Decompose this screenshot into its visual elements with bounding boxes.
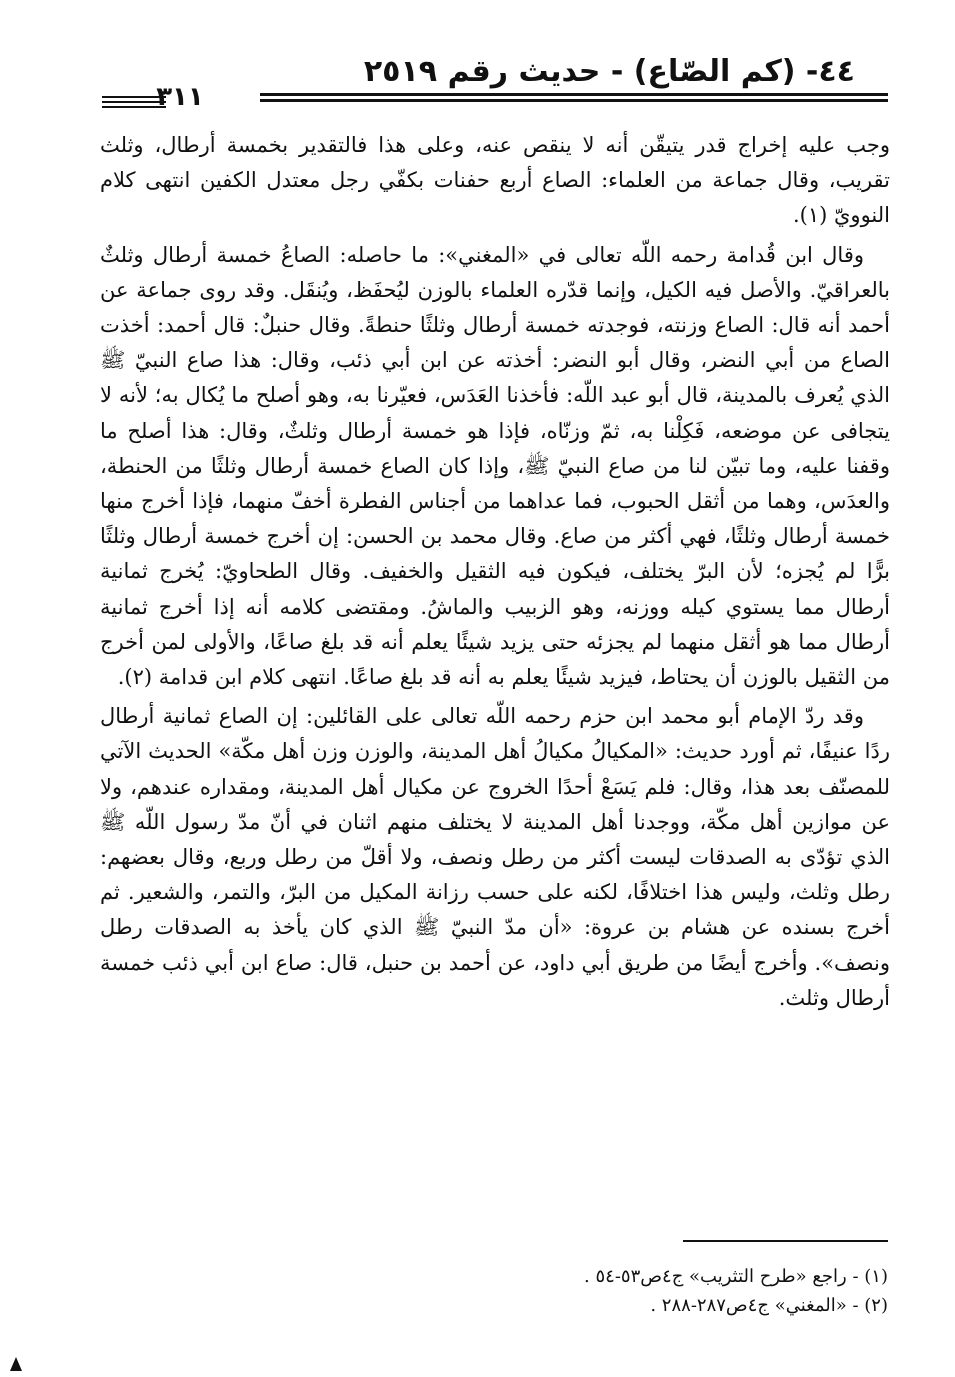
running-title: ٤٤- (كم الصّاع) - حديث رقم ٢٥١٩	[363, 54, 855, 89]
header-rule-bottom	[255, 99, 888, 102]
paragraph-2: وقال ابن قُدامة رحمه اللّه تعالى في «المغني»: ما حاصله: الصاعُ خمسة أرطال وثلثٌ بالعراقيّ. والأصل فيه الكيل، وإنما قدّره العلماء بالوزن ليُحفَظ، ويُنقَل. وقد روى جماعة عن أحمد أنه قال: الصاع وزنته، فوجدته خمسة أرطال وثلثًا حنطةً. وقال حنبلٌ: قال أحمد: أخذت الصاع من أبي النضر، وقال أبو النضر: أخذته عن ابن أبي ذئب، وقال: هذا صاع النبيّ ﷺ الذي يُعرف بالمدينة، قال أبو عبد اللّه: فأخذنا العَدَس، فعيّرنا به، وهو أصلح ما يُكال به؛ لأنه لا يتجافى عن موضعه، فَكِلْنا به، ثمّ وزنّاه، فإذا هو خمسة أرطال وثلثٌ، وقال: هذا أصلح ما وقفنا عليه، وما تبيّن لنا من صاع النبيّ ﷺ، وإذا كان الصاع خمسة أرطال وثلثًا من الحنطة، والعدَس، وهما من أثقل الحبوب، فما عداهما من أجناس الفطرة أخفّ منهما، فإذا أخرج منها خمسة أرطال وثلثًا، فهي أكثر من صاع. وقال محمد بن الحسن: إن أخرج خمسة أرطال وثلثًا برًّا لم يُجزه؛ لأن البرّ يختلف، فيكون فيه الثقيل والخفيف. وقال الطحاويّ: يُخرج ثمانية أرطال مما يستوي كيله ووزنه، وهو الزبيب والماشُ. ومقتضى كلامه أنه إذا أخرج ثمانية أرطال مما هو أثقل منهما لم يجزئه حتى يزيد شيئًا يعلم أنه قد بلغ صاعًا، والأولى لمن أخرج من الثقيل بالوزن أن يحتاط، فيزيد شيئًا يعلم به أنه قد بلغ صاعًا. انتهى كلام ابن قدامة (٢).	[100, 242, 890, 690]
footnote-2: (٢) - «المغني» ج٤ص٢٨٧-٢٨٨ .	[650, 1295, 888, 1316]
page-number: ٣١١	[156, 82, 204, 112]
body-text	[100, 128, 890, 1020]
footnotes	[288, 1262, 888, 1320]
paragraph-1: وجب عليه إخراج قدر يتيقّن أنه لا ينقص عنه، وعلى هذا فالتقدير بخمسة أرطال، وثلث تقريب، وقال جماعة من العلماء: الصاع أربع حفنات بكفّي رجل معتدل الكفين انتهى كلام النوويّ (١).	[100, 133, 890, 228]
paragraph-3: وقد ردّ الإمام أبو محمد ابن حزم رحمه اللّه تعالى على القائلين: إن الصاع ثمانية أرطال ردًا عنيفًا، ثم أورد حديث: «المكيالُ مكيالُ أهل المدينة، والوزن وزن أهل مكّة» الحديث الآتي للمصنّف بعد هذا، وقال: فلم يَسَعْ أحدًا الخروج عن مكيال أهل المدينة، ومقداره عندهم، ولا عن موازين أهل مكّة، ووجدنا أهل المدينة لا يختلف منهم اثنان في أنّ مدّ رسول اللّه ﷺ الذي تؤدّى به الصدقات ليست أكثر من رطل ونصف، ولا أقلّ من رطل وربع، وقال بعضهم: رطل وثلث، وليس هذا اختلافًا، لكنه على حسب رزانة المكيل من البرّ، والتمر، والشعير. ثم أخرج بسنده عن هشام بن عروة: «أن مدّ النبيّ ﷺ الذي كان يأخذ به الصدقات رطل ونصف». وأخرج أيضًا من طريق أبي داود، عن أحمد بن حنبل، قال: صاع ابن أبي ذئب خمسة أرطال وثلث.	[100, 704, 890, 1010]
corner-mark-icon	[10, 1357, 22, 1371]
footnote-1: (١) - راجع «طرح التثريب» ج٤ص٥٣-٥٤ .	[584, 1266, 888, 1287]
footnote-separator	[683, 1240, 888, 1242]
